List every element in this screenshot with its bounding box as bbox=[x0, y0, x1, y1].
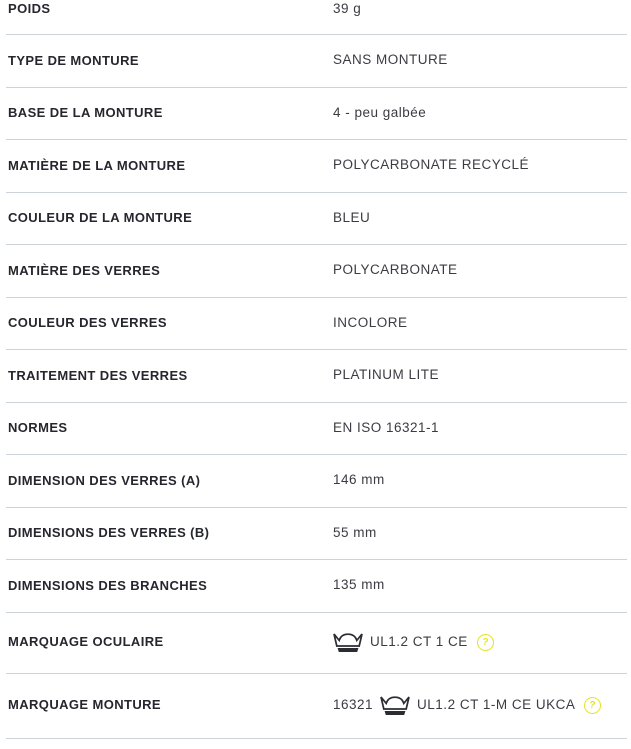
spec-value: INCOLORE bbox=[333, 314, 408, 330]
table-row bbox=[6, 245, 627, 298]
spec-value bbox=[333, 632, 494, 654]
table-row bbox=[6, 403, 627, 456]
crown-marking-icon bbox=[333, 632, 363, 654]
table-row bbox=[6, 193, 627, 246]
spec-value: BLEU bbox=[333, 209, 371, 225]
help-icon[interactable]: ? bbox=[476, 633, 495, 652]
spec-value bbox=[333, 695, 601, 717]
table-row bbox=[6, 455, 627, 508]
marking-text: UL1.2 CT 1 CE bbox=[370, 634, 468, 650]
spec-value: SANS MONTURE bbox=[333, 52, 448, 68]
spec-label: NORMES bbox=[8, 420, 68, 436]
spec-label: TYPE DE MONTURE bbox=[8, 52, 139, 68]
spec-value: EN ISO 16321-1 bbox=[333, 419, 440, 435]
spec-value: PLATINUM LITE bbox=[333, 367, 440, 383]
spec-label: DIMENSIONS DES VERRES (B) bbox=[8, 525, 210, 541]
table-row bbox=[6, 508, 627, 561]
spec-label: DIMENSIONS DES BRANCHES bbox=[8, 577, 208, 593]
spec-label: DIMENSION DES VERRES (A) bbox=[8, 472, 201, 488]
spec-label: MARQUAGE MONTURE bbox=[8, 697, 162, 713]
spec-label: COULEUR DES VERRES bbox=[8, 315, 167, 331]
spec-value: 135 mm bbox=[333, 577, 385, 593]
spec-value: 55 mm bbox=[333, 524, 377, 540]
spec-label: MARQUAGE OCULAIRE bbox=[8, 634, 164, 650]
table-row bbox=[6, 350, 627, 403]
table-row bbox=[6, 560, 627, 613]
table-row bbox=[6, 35, 627, 88]
marking-prefix: 16321 bbox=[333, 697, 374, 713]
spec-value: 146 mm bbox=[333, 472, 385, 488]
spec-label: POIDS bbox=[8, 1, 51, 16]
table-row bbox=[6, 140, 627, 193]
spec-label: BASE DE LA MONTURE bbox=[8, 105, 163, 121]
table-row bbox=[6, 0, 627, 35]
spec-label: TRAITEMENT DES VERRES bbox=[8, 367, 188, 383]
spec-label: MATIÈRE DES VERRES bbox=[8, 262, 161, 278]
table-row bbox=[6, 88, 627, 141]
spec-value: 4 - peu galbée bbox=[333, 104, 427, 120]
table-row bbox=[6, 613, 627, 674]
crown-marking-icon bbox=[380, 695, 410, 717]
marking-text: UL1.2 CT 1-M CE UKCA bbox=[417, 697, 576, 713]
spec-label: COULEUR DE LA MONTURE bbox=[8, 210, 193, 226]
spec-value: POLYCARBONATE bbox=[333, 262, 458, 278]
spec-label: MATIÈRE DE LA MONTURE bbox=[8, 157, 186, 173]
spec-value: 39 g bbox=[333, 1, 362, 16]
spec-value: POLYCARBONATE RECYCLÉ bbox=[333, 157, 530, 173]
help-icon[interactable]: ? bbox=[583, 696, 602, 715]
table-row bbox=[6, 674, 627, 739]
table-row bbox=[6, 298, 627, 351]
